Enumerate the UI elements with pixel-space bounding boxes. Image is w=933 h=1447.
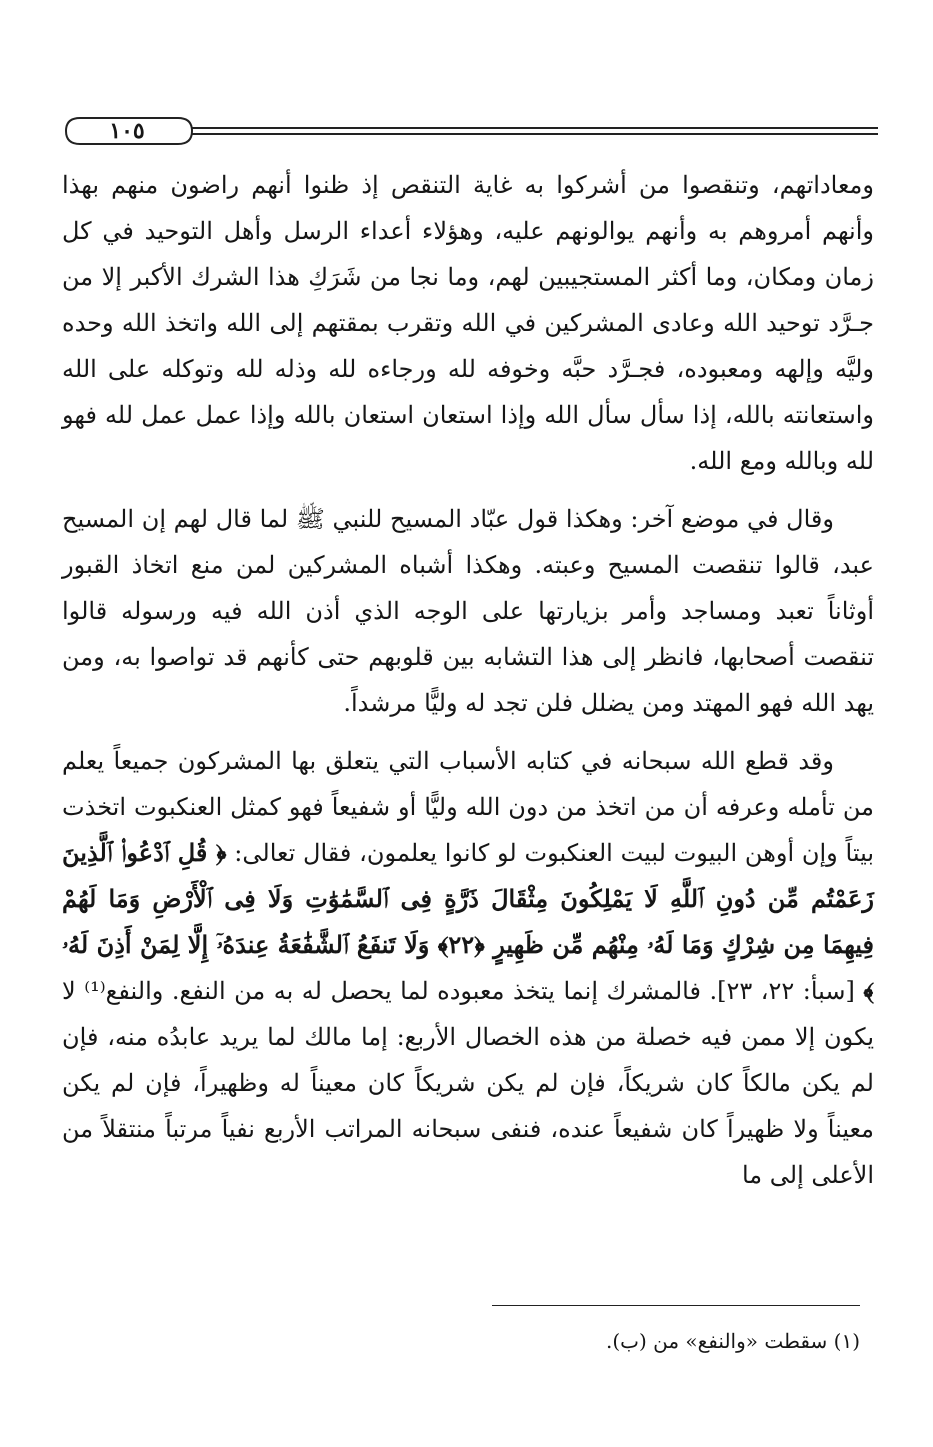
footnote: (١) سقطت «والنفع» من (ب). <box>605 1329 860 1353</box>
paragraph-2: وقال في موضع آخر: وهكذا قول عبّاد المسيح للنبي ﷺ لما قال لهم إن المسيح عبد، قالوا تنقصت المسيح وعبته. وهكذا أشباه المشركين لمن منع اتخاذ القبور أوثاناً تعبد ومساجد وأمر بزيارتها على الوجه الذي أذن الله فيه ورسوله قالوا تنقصت أصحابها، فانظر إلى هذا التشابه بين قلوبهم حتى كأنهم قد تواصوا به، ومن يهد الله فهو المهتد ومن يضلل فلن تجد له وليًّا مرشداً. <box>62 505 874 717</box>
main-text <box>62 162 874 1210</box>
quran-verse: ﴿ قُلِ ٱدْعُوا۟ ٱلَّذِينَ زَعَمْتُم مِّن دُونِ ٱللَّهِ لَا يَمْلِكُونَ مِثْقَالَ ذَرَّةٍ فِى ٱلسَّمَٰوَٰتِ وَلَا فِى ٱلْأَرْضِ وَمَا لَهُمْ فِيهِمَا مِن شِرْكٍ وَمَا لَهُۥ مِنْهُم مِّن ظَهِيرٍ ﴿٢٢﴾ وَلَا تَنفَعُ ٱلشَّفَٰعَةُ عِندَهُۥٓ إِلَّا لِمَنْ أَذِنَ لَهُۥ ﴾ <box>62 838 875 1005</box>
paragraph-3-intro: وقد قطع الله سبحانه في كتابه الأسباب التي يتعلق بها المشركون جميعاً يعلم من تأمله وعرفه أن من اتخذ من دون الله وليًّا أو شفيعاً فهو كمثل العنكبوت اتخذت بيتاً وإن أوهن البيوت لبيت العنكبوت لو كانوا يعلمون، فقال تعالى: <box>62 747 875 867</box>
footnote-divider <box>492 1305 860 1306</box>
paragraph-3-continuation: فالمشرك إنما يتخذ معبوده لما يحصل له به من النفع. والنفع⁽¹⁾ لا يكون إلا ممن فيه خصلة من هذه الخصال الأربع: إما مالك لما يريد عابدُه منه، فإن لم يكن مالكاً كان شريكاً، فإن لم يكن شريكاً كان معيناً له وظهيراً، فإن لم يكن معيناً ولا ظهيراً كان شفيعاً عنده، فنفى سبحانه المراتب الأربع نفياً مرتباً منتقلاً من الأعلى إلى ما <box>62 977 874 1189</box>
page-header <box>60 112 880 150</box>
page-number: ١٠٥ <box>109 118 145 144</box>
paragraph-3 <box>62 738 874 1198</box>
paragraph-1: ومعاداتهم، وتنقصوا من أشركوا به غاية التنقص إذ ظنوا أنهم راضون منهم بهذا وأنهم أمروهم به وأنهم يوالونهم عليه، وهؤلاء أعداء الرسل وأهل التوحيد في كل زمان ومكان، وما أكثر المستجيبين لهم، وما نجا من شَرَكِ هذا الشرك الأكبر إلا من جـرَّد توحيد الله وعادى المشركين في الله وتقرب بمقتهم إلى الله واتخذ الله وحده وليَّه وإلهه ومعبوده، فجـرَّد حبَّه وخوفه لله ورجاءه لله وذله لله وتوكله على الله واستعانته بالله، إذا سأل سأل الله وإذا استعان استعان بالله وإذا عمل عمل لله فهو لله وبالله ومع الله. <box>62 171 875 475</box>
verse-citation: [سبأ: ٢٢، ٢٣]. <box>700 977 864 1005</box>
